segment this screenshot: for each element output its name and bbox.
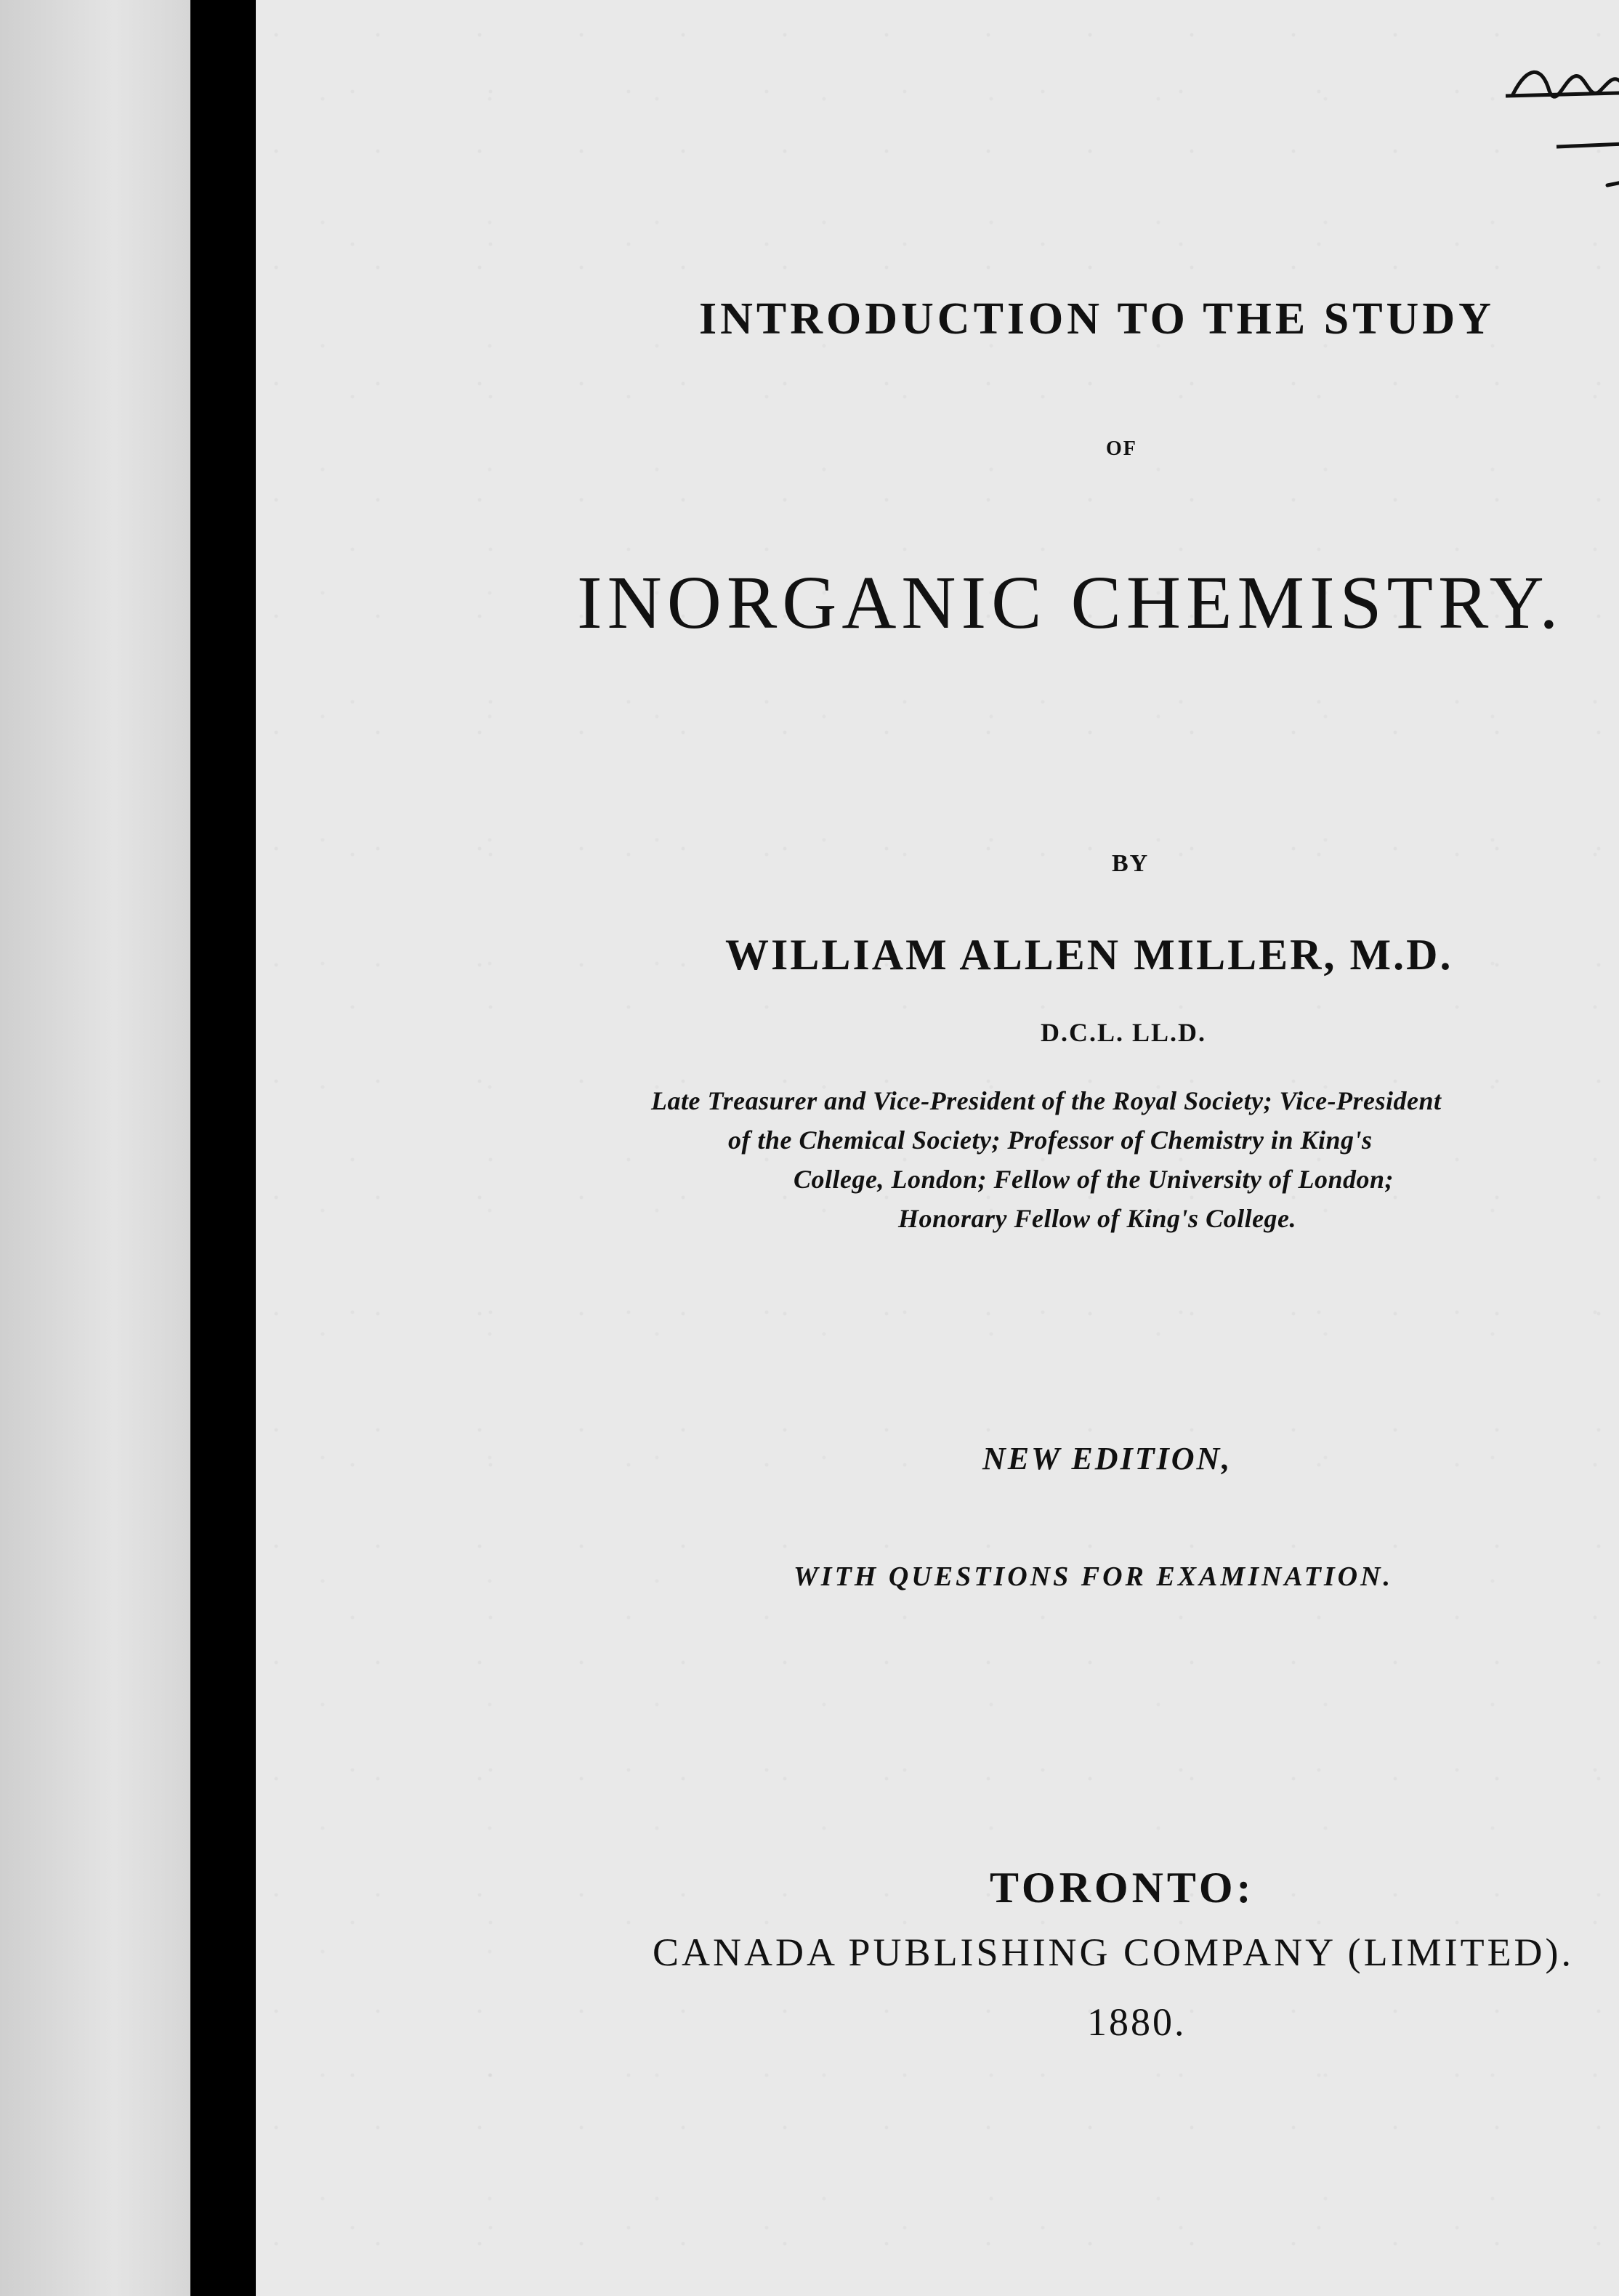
imprint-city: TORONTO: bbox=[990, 1864, 1255, 1912]
by-label: BY bbox=[1112, 850, 1150, 877]
handwritten-signature bbox=[1506, 51, 1619, 218]
credentials-line: College, London; Fellow of the University of London; bbox=[794, 1165, 1394, 1194]
edition-label: NEW EDITION, bbox=[982, 1441, 1232, 1476]
title-line-1: INTRODUCTION TO THE STUDY bbox=[699, 294, 1495, 344]
imprint-publisher: CANADA PUBLISHING COMPANY (LIMITED). bbox=[653, 1931, 1575, 1974]
imprint-year: 1880. bbox=[1087, 2000, 1187, 2044]
main-title: INORGANIC CHEMISTRY. bbox=[577, 561, 1564, 644]
author-degrees: D.C.L. LL.D. bbox=[1041, 1018, 1207, 1047]
credentials-line: Late Treasurer and Vice-President of the Royal Society; Vice-President bbox=[651, 1086, 1442, 1115]
edition-note: WITH QUESTIONS FOR EXAMINATION. bbox=[794, 1561, 1394, 1592]
facing-page-edge bbox=[0, 0, 190, 2296]
credentials-line: Honorary Fellow of King's College. bbox=[898, 1204, 1297, 1233]
title-page bbox=[256, 0, 1619, 2296]
credentials-line: of the Chemical Society; Professor of Chemistry in King's bbox=[728, 1125, 1373, 1155]
author-name: WILLIAM ALLEN MILLER, M.D. bbox=[725, 931, 1453, 979]
title-of: OF bbox=[1106, 437, 1137, 460]
